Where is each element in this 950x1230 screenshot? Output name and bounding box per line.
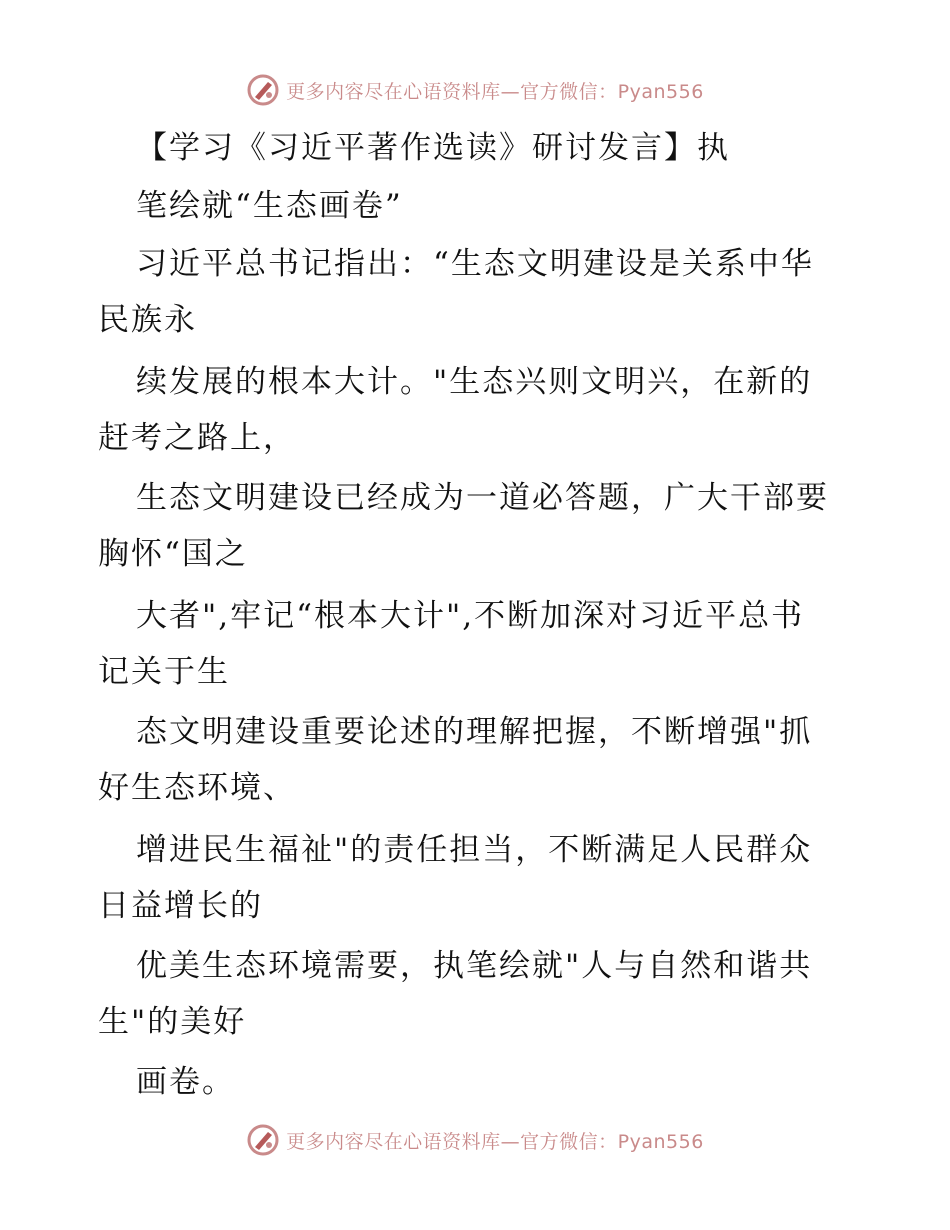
footer-watermark [0,1120,950,1160]
title-line-1: 【学习《习近平著作选读》研讨发言】执 [136,130,730,166]
paragraph-line: 胸怀“国之 [98,536,248,572]
watermark-text: 更多内容尽在心语资料库—官方微信：Pyan556 [286,80,704,103]
paragraph-line: 民族永 [98,302,197,338]
paragraph-line: 续发展的根本大计。"生态兴则文明兴，在新的 [136,364,813,400]
paragraph-line: 态文明建设重要论述的理解把握，不断增强"抓 [136,714,813,750]
seal-logo-icon [246,73,280,107]
header-watermark [0,70,950,110]
paragraph-line: 优美生态环境需要，执笔绘就"人与自然和谐共 [136,948,813,984]
paragraph-line: 生"的美好 [98,1004,247,1040]
paragraph-line: 大者",牢记“根本大计",不断加深对习近平总书 [136,598,805,634]
paragraph-line: 画卷。 [136,1064,235,1100]
seal-logo-icon [246,1123,280,1157]
title-line-2: 笔绘就“生态画卷” [136,188,403,224]
paragraph-line: 记关于生 [98,654,230,690]
paragraph-line: 习近平总书记指出：“生态文明建设是关系中华 [136,246,814,282]
paragraph-line: 赶考之路上， [98,420,296,456]
paragraph-line: 好生态环境、 [98,770,296,806]
paragraph-line: 日益增长的 [98,888,263,924]
watermark-text: 更多内容尽在心语资料库—官方微信：Pyan556 [286,1130,704,1153]
paragraph-line: 生态文明建设已经成为一道必答题，广大干部要 [136,480,829,516]
paragraph-line: 增进民生福祉"的责任担当，不断满足人民群众 [136,832,813,868]
